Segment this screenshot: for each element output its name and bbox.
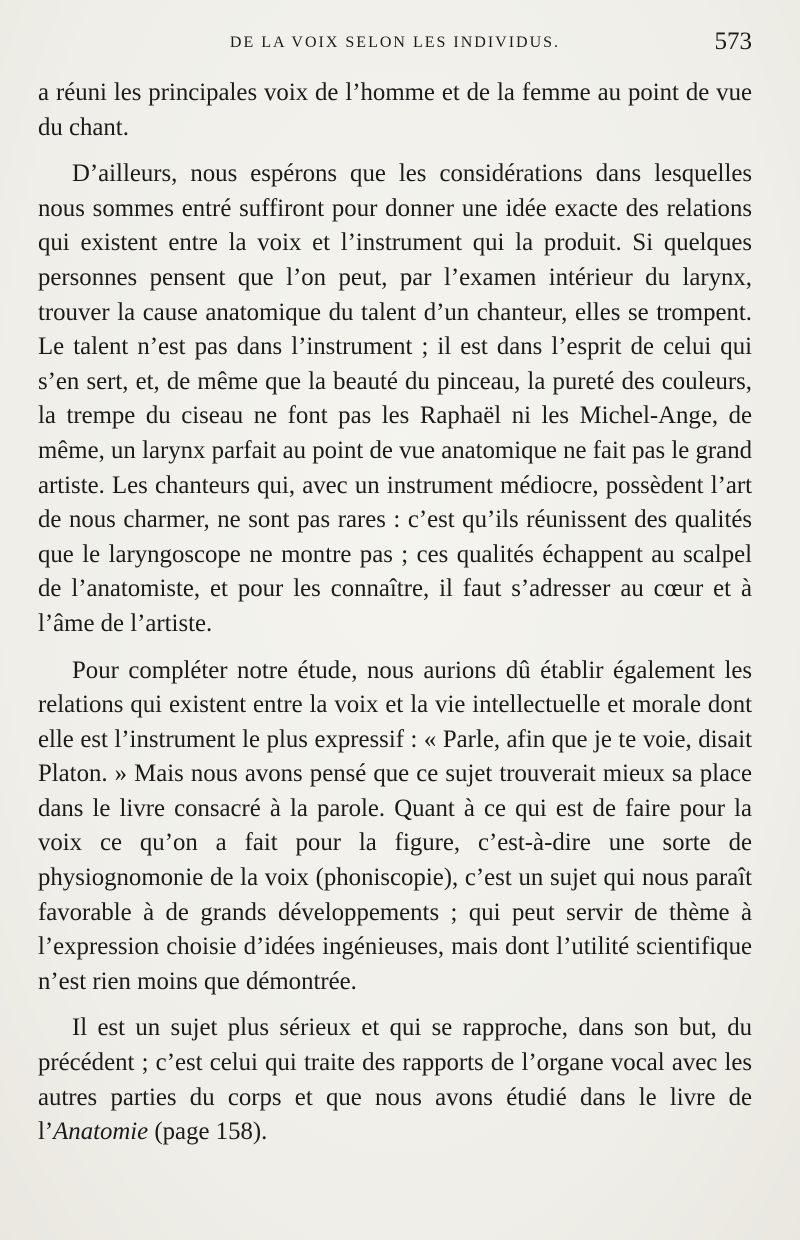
paragraph-4-text-end: (page 158). xyxy=(148,1118,268,1146)
paragraph-4 xyxy=(38,1011,752,1149)
body-text xyxy=(38,76,752,1162)
paragraph-1: a réuni les principales voix de l’homme et de la femme au point de vue du chant. xyxy=(38,79,752,141)
paragraph-3: Pour compléter notre étude, nous aurions dû établir également les relations qui existent entre la voix et la vie intellectuelle et morale dont elle est l’instrument le plus expressif : « Parle, afin que je te voie, disait Platon. » Mais nous avons pensé que ce sujet trouverait mieux sa place dans le livre consacré à la parole. Quant à ce qui est de faire pour la voix ce qu’on a fait pour la figure, c’est-à-dire une sorte de physiognomonie de la voix (phoniscopie), c’est un sujet qui nous paraît favorable à de grands développements ; qui peut servir de thème à l’expression choisie d’idées ingénieuses, mais dont l’utilité scientifique n’est rien moins que démontrée. xyxy=(38,656,752,995)
paragraph-4-text: Il est un sujet plus sérieux et qui se rapproche, dans son but, du précédent ; c’est celui qui traite des rapports de l’organe vocal avec les autres parties du corps et que nous avons étudié dans le livre de l’ xyxy=(38,1014,752,1146)
paragraph-2: D’ailleurs, nous espérons que les considérations dans lesquelles nous sommes entré suffiront pour donner une idée exacte des relations qui existent entre la voix et l’instrument qui la produit. Si quelques personnes pensent que l’on peut, par l’examen intérieur du larynx, trouver la cause anatomique du talent d’un chanteur, elles se trompent. Le talent n’est pas dans l’instrument ; il est dans l’esprit de celui qui s’en sert, et, de même que la beauté du pinceau, la pureté des couleurs, la trempe du ciseau ne font pas les Raphaël ni les Michel-Ange, de même, un larynx parfait au point de vue anatomique ne fait pas le grand artiste. Les chanteurs qui, avec un instrument médiocre, possèdent l’art de nous charmer, ne sont pas rares : c’est qu’ils réunissent des qualités que le laryngoscope ne montre pas ; ces qualités échappent au scalpel de l’anatomiste, et pour les connaître, il faut s’adresser au cœur et à l’âme de l’artiste. xyxy=(38,160,752,637)
anatomie-title: Anatomie xyxy=(53,1118,149,1146)
page-number: 573 xyxy=(714,28,752,55)
running-head xyxy=(38,30,752,70)
running-title: DE LA VOIX SELON LES INDIVIDUS. xyxy=(229,34,561,51)
